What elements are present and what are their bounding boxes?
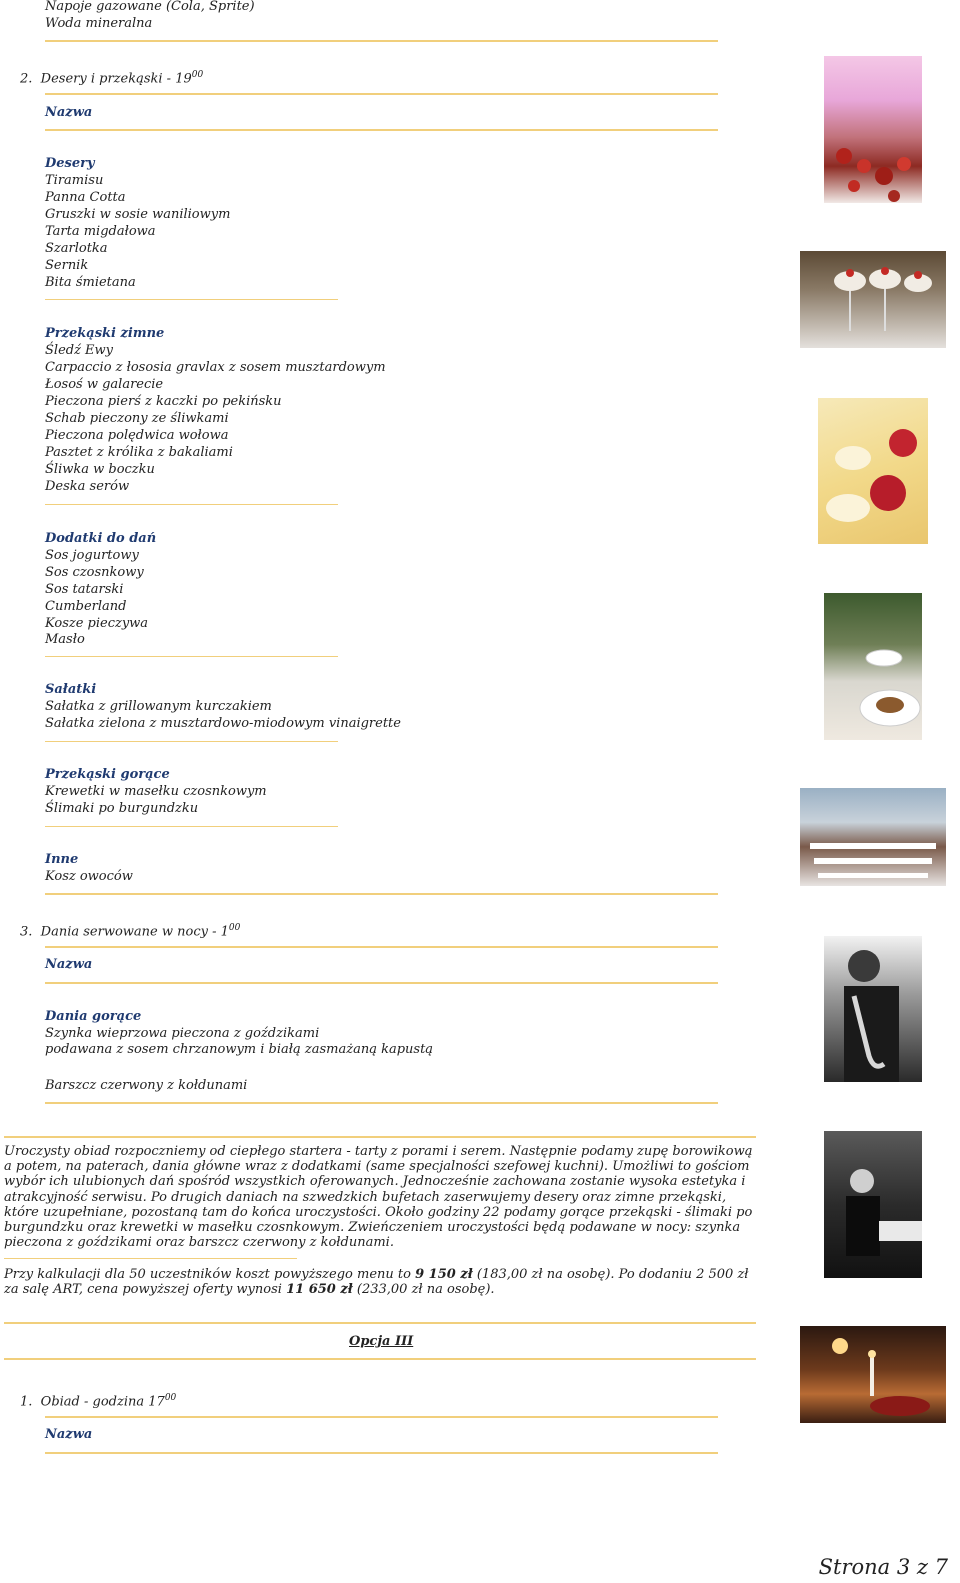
menu-item: Schab pieczony ze śliwkami xyxy=(45,411,229,426)
divider xyxy=(45,93,718,95)
dessert-buffet-photo xyxy=(824,56,922,203)
menu-item: Śliwka w boczku xyxy=(45,462,155,477)
category-heading: Sałatki xyxy=(45,682,97,697)
divider xyxy=(4,1322,756,1324)
category-heading: Dania gorące xyxy=(45,1009,142,1024)
menu-item: Sos jogurtowy xyxy=(45,548,139,563)
menu-item: Śledź Ewy xyxy=(45,343,114,358)
menu-item: Szynka wieprzowa pieczona z goździkami xyxy=(45,1026,320,1041)
divider xyxy=(45,982,718,984)
banquet-hall-photo xyxy=(800,788,946,886)
drink-item: Napoje gazowane (Cola, Sprite) xyxy=(45,0,255,14)
divider xyxy=(45,946,718,948)
menu-item: Masło xyxy=(45,632,85,647)
menu-item: Krewetki w masełku czosnkowym xyxy=(45,784,267,799)
menu-item: Panna Cotta xyxy=(45,190,126,205)
pianist-photo xyxy=(824,1131,922,1278)
divider xyxy=(45,40,718,42)
column-header: Nazwa xyxy=(45,957,93,972)
menu-item: Szarlotka xyxy=(45,241,108,256)
divider xyxy=(45,299,338,300)
page-number: Strona 3 z 7 xyxy=(818,1555,948,1579)
menu-item: Sałatka zielona z musztardowo-miodowym vinaigrette xyxy=(45,716,401,731)
divider xyxy=(4,1258,297,1259)
divider xyxy=(45,826,338,827)
category-heading: Dodatki do dań xyxy=(45,531,157,546)
menu-item: Deska serów xyxy=(45,479,130,494)
menu-item: Łosoś w galarecie xyxy=(45,377,164,392)
column-header: Nazwa xyxy=(45,105,93,120)
menu-item: Kosze pieczywa xyxy=(45,616,149,631)
dessert-glasses-photo xyxy=(800,251,946,348)
category-heading: Inne xyxy=(45,852,79,867)
menu-item: podawana z sosem chrzanowym i białą zasmażaną kapustą xyxy=(45,1042,434,1057)
divider xyxy=(45,656,338,657)
candlelit-table-photo xyxy=(800,1326,946,1423)
menu-item: Gruszki w sosie waniliowym xyxy=(45,207,231,222)
section-3-title: 3. Dania serwowane w nocy - $1^{00}$ xyxy=(20,923,241,940)
menu-item: Sos tatarski xyxy=(45,582,124,597)
divider xyxy=(45,1452,718,1454)
menu-item: Pieczona pierś z kaczki po pekińsku xyxy=(45,394,282,409)
fruit-tart-photo xyxy=(818,398,928,544)
section-2-title: 2. Desery i przekąski - $19^{00}$ xyxy=(20,70,204,87)
divider xyxy=(45,741,338,742)
category-heading: Przekąski gorące xyxy=(45,767,170,782)
price-total-with-room: 11 650 zł xyxy=(286,1282,353,1298)
divider xyxy=(4,1358,756,1360)
saxophone-player-photo xyxy=(824,936,922,1082)
menu-item: Sos czosnkowy xyxy=(45,565,144,580)
divider xyxy=(4,1136,756,1138)
menu-item: Cumberland xyxy=(45,599,127,614)
section-1-title: 1. Obiad - godzina $17^{00}$ xyxy=(20,1393,177,1410)
description-paragraph: Uroczysty obiad rozpoczniemy od ciepłego startera - tarty z porami i serem. Następnie podamy zupę borowikową a potem, na paterach, dania główne wraz z dodatkami (same specjalności szefowej kuchni). Umożliwi to gościom wybór ich ulubionych dań spośród wszystkich oferowanych. Jednocześnie zachowana zostanie wysoka estetyka i atrakcyjność serwisu. Po drugich daniach na szwedzkich bufetach zaserwujemy desery oraz zimne przekąski, które uzupełniane, pozostaną tam do końca uroczystości. Około godziny 22 podamy gorące przekąski - ślimaki po burgundzku oraz krewetki w masełku czosnkowym. Zwieńczeniem uroczystości będą podawane w nocy: szynka pieczona z goździkami oraz barszcz czerwony z kołdunami. xyxy=(4,1144,753,1251)
menu-item: Kosz owoców xyxy=(45,869,133,884)
menu-item: Ślimaki po burgundzku xyxy=(45,801,199,816)
menu-item: Pieczona polędwica wołowa xyxy=(45,428,229,443)
menu-item: Tiramisu xyxy=(45,173,104,188)
option-title: Opcja III xyxy=(349,1334,414,1349)
pricing-paragraph: Przy kalkulacji dla 50 uczestników koszt powyższego menu to 9 150 zł (183,00 zł na osobę). Po dodaniu 2 500 zł za salę ART, cena powyższej oferty wynosi 11 650 zł (233,00 zł na osobę). xyxy=(4,1267,749,1298)
price-total: 9 150 zł xyxy=(415,1267,473,1282)
menu-item: Bita śmietana xyxy=(45,275,136,290)
divider xyxy=(45,1102,718,1104)
menu-item: Sernik xyxy=(45,258,89,273)
menu-item: Barszcz czerwony z kołdunami xyxy=(45,1078,248,1093)
table-setting-photo xyxy=(824,593,922,740)
category-heading: Desery xyxy=(45,156,95,171)
menu-item: Sałatka z grillowanym kurczakiem xyxy=(45,699,272,714)
menu-item: Pasztet z królika z bakaliami xyxy=(45,445,233,460)
menu-item: Tarta migdałowa xyxy=(45,224,156,239)
menu-item: Carpaccio z łososia gravlax z sosem musztardowym xyxy=(45,360,386,375)
divider xyxy=(45,129,718,131)
column-header: Nazwa xyxy=(45,1427,93,1442)
divider xyxy=(45,504,338,505)
divider xyxy=(45,1416,718,1418)
divider xyxy=(45,893,718,895)
category-heading: Przekąski zimne xyxy=(45,326,165,341)
drink-item: Woda mineralna xyxy=(45,16,153,31)
